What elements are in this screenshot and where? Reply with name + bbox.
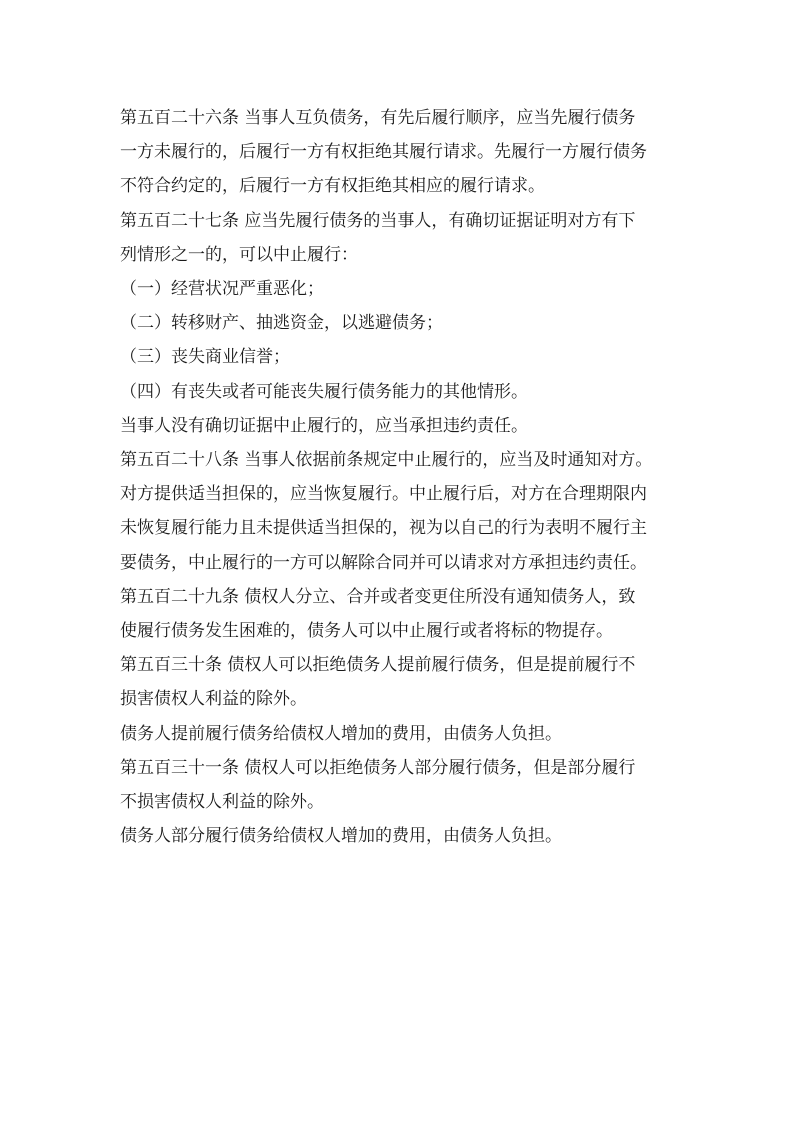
article-527-item-2 [120, 306, 680, 340]
article-527-item-1 [120, 272, 680, 306]
article-530-paragraph [120, 648, 680, 716]
article-527-item-4 [120, 375, 680, 409]
article-527-tail-paragraph [120, 409, 680, 443]
text-line: 债务人提前履行债务给债权人增加的费用，由债务人负担。 [120, 723, 562, 744]
text-line: 第五百三十条 债权人可以拒绝债务人提前履行债务，但是提前履行不 [120, 655, 636, 676]
article-529-paragraph [120, 580, 680, 648]
text-line: 一方未履行的，后履行一方有权拒绝其履行请求。先履行一方履行债务 [120, 142, 647, 163]
text-line: （一）经营状况严重恶化； [120, 279, 324, 300]
text-line: （四）有丧失或者可能丧失履行债务能力的其他情形。 [120, 381, 528, 402]
text-line: 第五百二十七条 应当先履行债务的当事人，有确切证据证明对方有下 [120, 210, 636, 231]
article-531-paragraph [120, 751, 680, 819]
text-line: 当事人没有确切证据中止履行的，应当承担违约责任。 [120, 415, 528, 436]
article-527-paragraph [120, 204, 680, 272]
document-body [120, 101, 680, 853]
text-line: 列情形之一的，可以中止履行： [120, 244, 358, 265]
article-527-item-3 [120, 340, 680, 374]
text-line: 未恢复履行能力且未提供适当担保的，视为以自己的行为表明不履行主 [120, 518, 647, 539]
text-line: （二）转移财产、抽逃资金，以逃避债务； [120, 313, 443, 334]
article-531-tail-paragraph [120, 819, 680, 853]
text-line: 对方提供适当担保的，应当恢复履行。中止履行后，对方在合理期限内 [120, 484, 647, 505]
text-line: 第五百二十六条 当事人互负债务，有先后履行顺序，应当先履行债务 [120, 108, 636, 128]
text-line: 债务人部分履行债务给债权人增加的费用，由债务人负担。 [120, 826, 562, 847]
article-528-paragraph [120, 443, 680, 580]
text-line: 第五百二十八条 当事人依据前条规定中止履行的，应当及时通知对方。 [120, 450, 653, 471]
text-line: 第五百二十九条 债权人分立、合并或者变更住所没有通知债务人，致 [120, 586, 636, 607]
text-line: （三）丧失商业信誉； [120, 347, 290, 368]
text-line: 不损害债权人利益的除外。 [120, 792, 324, 813]
text-line: 要债务，中止履行的一方可以解除合同并可以请求对方承担违约责任。 [120, 552, 647, 573]
text-line: 损害债权人利益的除外。 [120, 689, 307, 710]
text-line: 不符合约定的，后履行一方有权拒绝其相应的履行请求。 [120, 176, 545, 197]
article-526-paragraph [120, 101, 680, 204]
text-line: 使履行债务发生困难的，债务人可以中止履行或者将标的物提存。 [120, 621, 613, 642]
text-line: 第五百三十一条 债权人可以拒绝债务人部分履行债务，但是部分履行 [120, 757, 636, 778]
article-530-tail-paragraph [120, 717, 680, 751]
